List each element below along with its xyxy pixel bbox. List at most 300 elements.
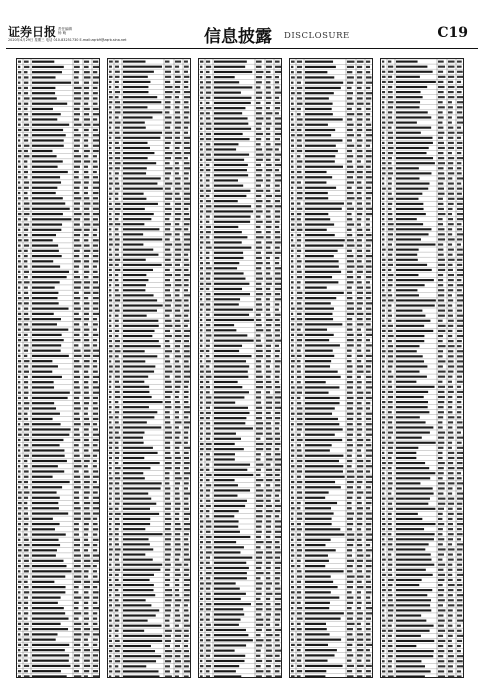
- cell-text: [396, 655, 433, 657]
- cell-text: [184, 264, 189, 266]
- cell-text: [382, 152, 385, 154]
- cell-text: [165, 274, 172, 276]
- cell-text: [18, 208, 21, 210]
- table-row: [381, 491, 464, 495]
- table-row: [381, 394, 464, 398]
- cell-text: [123, 162, 156, 164]
- cell-text: [275, 334, 280, 336]
- cell-text: [366, 334, 372, 336]
- table-row: [199, 421, 282, 425]
- cell-text: [256, 241, 261, 243]
- cell-text: [93, 444, 98, 446]
- cell-text: [109, 472, 111, 474]
- cell-text: [165, 345, 170, 347]
- cell-text: [396, 416, 420, 418]
- cell-text: [382, 523, 386, 525]
- table-row: [17, 401, 100, 405]
- cell-text: [123, 503, 156, 505]
- table-row: [108, 95, 191, 99]
- cell-text: [275, 231, 280, 233]
- cell-text: [214, 381, 238, 383]
- cell-text: [214, 510, 239, 512]
- cell-text: [297, 281, 301, 283]
- table-row: [290, 122, 373, 126]
- table-row: [381, 206, 464, 210]
- cell-text: [18, 528, 21, 530]
- cell-text: [93, 602, 97, 604]
- cell-text: [438, 543, 443, 545]
- cell-text: [175, 472, 180, 474]
- cell-text: [24, 381, 28, 383]
- cell-text: [200, 112, 204, 114]
- table-row: [17, 600, 100, 604]
- cell-text: [305, 260, 339, 262]
- table-row: [381, 613, 464, 617]
- cell-text: [184, 365, 189, 367]
- cell-text: [84, 533, 88, 535]
- cell-text: [291, 329, 294, 331]
- cell-text: [275, 634, 280, 636]
- cell-text: [256, 412, 262, 414]
- cell-text: [84, 455, 90, 457]
- cell-text: [123, 279, 148, 281]
- cell-text: [74, 276, 80, 278]
- cell-text: [24, 434, 29, 436]
- cell-text: [357, 418, 362, 420]
- cell-text: [115, 355, 119, 357]
- cell-text: [457, 523, 463, 525]
- cell-text: [382, 279, 385, 281]
- cell-text: [123, 477, 145, 479]
- table-row: [17, 332, 100, 336]
- cell-text: [357, 565, 362, 567]
- cell-text: [74, 428, 79, 430]
- cell-text: [291, 565, 294, 567]
- cell-text: [357, 92, 363, 94]
- cell-text: [74, 602, 79, 604]
- cell-text: [115, 472, 119, 474]
- cell-text: [175, 254, 181, 256]
- cell-text: [297, 528, 302, 530]
- cell-text: [84, 129, 89, 131]
- cell-text: [266, 474, 272, 476]
- cell-text: [256, 391, 261, 393]
- cell-text: [357, 633, 363, 635]
- cell-text: [93, 365, 97, 367]
- cell-text: [206, 195, 209, 197]
- cell-text: [165, 498, 170, 500]
- cell-text: [448, 589, 453, 591]
- cell-text: [184, 584, 190, 586]
- cell-text: [165, 675, 172, 677]
- cell-text: [438, 223, 443, 225]
- cell-text: [275, 660, 281, 662]
- table-row: [381, 425, 464, 429]
- cell-text: [24, 103, 28, 105]
- cell-text: [109, 381, 111, 383]
- cell-text: [175, 523, 180, 525]
- cell-text: [275, 386, 280, 388]
- cell-text: [123, 127, 146, 129]
- cell-text: [256, 81, 262, 83]
- cell-text: [275, 531, 281, 533]
- table-row: [108, 511, 191, 515]
- cell-text: [366, 308, 371, 310]
- cell-text: [109, 518, 112, 520]
- cell-text: [396, 96, 423, 98]
- cell-text: [448, 96, 454, 98]
- cell-text: [438, 335, 443, 337]
- cell-text: [74, 87, 82, 89]
- cell-text: [291, 486, 294, 488]
- cell-text: [266, 371, 271, 373]
- cell-text: [84, 660, 90, 662]
- cell-text: [448, 254, 453, 256]
- cell-text: [32, 344, 61, 346]
- cell-text: [366, 292, 371, 294]
- cell-text: [123, 111, 162, 113]
- table-row: [290, 521, 373, 525]
- cell-text: [165, 91, 173, 93]
- cell-text: [123, 437, 143, 439]
- cell-text: [165, 371, 172, 373]
- cell-text: [448, 660, 454, 662]
- cell-text: [256, 340, 261, 342]
- cell-text: [357, 118, 362, 120]
- cell-text: [256, 102, 260, 104]
- cell-text: [347, 271, 353, 273]
- cell-text: [388, 279, 393, 281]
- table-row: [290, 369, 373, 373]
- cell-text: [123, 203, 158, 205]
- cell-text: [32, 139, 64, 141]
- cell-text: [366, 244, 371, 246]
- cell-text: [18, 591, 20, 593]
- cell-text: [297, 581, 301, 583]
- cell-text: [115, 152, 120, 154]
- cell-text: [206, 422, 210, 424]
- cell-text: [32, 171, 68, 173]
- cell-text: [297, 292, 302, 294]
- cell-text: [438, 142, 444, 144]
- cell-text: [357, 124, 362, 126]
- cell-text: [206, 138, 211, 140]
- cell-text: [214, 665, 239, 667]
- cell-text: [175, 574, 181, 576]
- cell-text: [388, 574, 392, 576]
- cell-text: [200, 324, 203, 326]
- cell-text: [93, 639, 98, 641]
- cell-text: [184, 299, 189, 301]
- cell-text: [457, 116, 463, 118]
- cell-text: [84, 392, 89, 394]
- cell-text: [206, 216, 210, 218]
- cell-text: [109, 279, 112, 281]
- cell-text: [18, 129, 21, 131]
- cell-text: [18, 512, 21, 514]
- cell-text: [18, 618, 22, 620]
- cell-text: [206, 608, 211, 610]
- table-row: [381, 623, 464, 627]
- cell-text: [396, 91, 421, 93]
- cell-text: [115, 620, 119, 622]
- cell-text: [266, 148, 272, 150]
- cell-text: [165, 81, 170, 83]
- cell-text: [448, 569, 452, 571]
- cell-text: [175, 365, 181, 367]
- cell-text: [457, 198, 464, 200]
- cell-text: [347, 523, 353, 525]
- cell-text: [396, 574, 433, 576]
- cell-text: [357, 350, 361, 352]
- cell-text: [266, 608, 271, 610]
- cell-text: [93, 287, 100, 289]
- table-row: [381, 95, 464, 99]
- cell-text: [115, 584, 121, 586]
- cell-text: [184, 665, 189, 667]
- cell-text: [74, 623, 81, 625]
- cell-text: [305, 575, 331, 577]
- cell-text: [184, 86, 188, 88]
- cell-text: [165, 76, 171, 78]
- table-row: [108, 217, 191, 221]
- cell-text: [175, 213, 181, 215]
- cell-text: [305, 675, 325, 677]
- cell-text: [93, 612, 97, 614]
- cell-text: [93, 418, 98, 420]
- cell-text: [396, 391, 428, 393]
- cell-text: [388, 584, 392, 586]
- table-row: [199, 483, 282, 487]
- cell-text: [266, 453, 271, 455]
- cell-text: [297, 97, 302, 99]
- cell-text: [438, 233, 445, 235]
- cell-text: [123, 675, 159, 677]
- table-row: [17, 663, 100, 667]
- cell-text: [266, 598, 270, 600]
- table-row: [199, 214, 282, 218]
- cell-text: [388, 91, 393, 93]
- cell-text: [305, 265, 339, 267]
- cell-text: [438, 279, 443, 281]
- table-row: [17, 343, 100, 347]
- cell-text: [84, 575, 88, 577]
- cell-text: [382, 614, 385, 616]
- cell-text: [32, 481, 70, 483]
- cell-text: [84, 171, 88, 173]
- cell-text: [184, 188, 189, 190]
- cell-text: [32, 618, 69, 620]
- cell-text: [74, 402, 80, 404]
- cell-text: [266, 489, 272, 491]
- cell-text: [93, 202, 99, 204]
- cell-text: [184, 335, 190, 337]
- cell-text: [291, 171, 294, 173]
- cell-text: [165, 528, 171, 530]
- cell-text: [214, 520, 239, 522]
- cell-text: [366, 607, 372, 609]
- cell-text: [357, 644, 363, 646]
- cell-text: [109, 96, 113, 98]
- cell-text: [175, 487, 179, 489]
- cell-text: [297, 591, 301, 593]
- cell-text: [123, 61, 145, 63]
- table-row: [108, 420, 191, 424]
- cell-text: [438, 477, 443, 479]
- cell-text: [32, 318, 61, 320]
- cell-text: [291, 628, 295, 630]
- table-row: [108, 313, 191, 317]
- table-row: [381, 547, 464, 551]
- cell-text: [74, 124, 81, 126]
- table-row: [17, 211, 100, 215]
- cell-text: [366, 318, 371, 320]
- cell-text: [357, 597, 361, 599]
- cell-text: [214, 526, 238, 528]
- cell-text: [74, 444, 79, 446]
- table-row: [17, 290, 100, 294]
- cell-text: [291, 255, 293, 257]
- cell-text: [206, 371, 211, 373]
- cell-text: [24, 633, 29, 635]
- cell-text: [200, 272, 203, 274]
- cell-text: [175, 442, 181, 444]
- cell-text: [32, 292, 58, 294]
- cell-text: [382, 381, 384, 383]
- cell-text: [357, 187, 362, 189]
- cell-text: [84, 628, 90, 630]
- table-row: [199, 209, 282, 213]
- table-row: [108, 521, 191, 525]
- cell-text: [388, 218, 393, 220]
- cell-text: [165, 279, 170, 281]
- cell-text: [18, 218, 21, 220]
- cell-text: [32, 570, 72, 572]
- cell-text: [74, 197, 81, 199]
- cell-text: [448, 274, 454, 276]
- cell-text: [184, 620, 189, 622]
- table-row: [290, 217, 373, 221]
- cell-text: [347, 518, 353, 520]
- cell-text: [266, 319, 272, 321]
- cell-text: [165, 467, 172, 469]
- cell-text: [366, 528, 371, 530]
- cell-text: [32, 444, 60, 446]
- table-column-4: [289, 58, 373, 678]
- cell-text: [448, 238, 455, 240]
- cell-text: [24, 570, 29, 572]
- cell-text: [347, 539, 354, 541]
- table-row: [199, 540, 282, 544]
- cell-text: [115, 111, 120, 113]
- cell-text: [297, 639, 301, 641]
- cell-text: [448, 513, 454, 515]
- cell-text: [266, 355, 271, 357]
- cell-text: [214, 469, 247, 471]
- cell-text: [123, 264, 162, 266]
- cell-text: [165, 213, 171, 215]
- cell-text: [18, 633, 20, 635]
- cell-text: [93, 134, 100, 136]
- cell-text: [109, 498, 112, 500]
- cell-text: [74, 171, 79, 173]
- cell-text: [388, 406, 393, 408]
- cell-text: [297, 476, 301, 478]
- cell-text: [347, 586, 353, 588]
- cell-text: [382, 437, 385, 439]
- cell-text: [305, 82, 343, 84]
- cell-text: [123, 274, 146, 276]
- cell-text: [24, 371, 29, 373]
- cell-text: [291, 444, 293, 446]
- cell-text: [366, 407, 370, 409]
- cell-text: [388, 254, 392, 256]
- cell-text: [266, 675, 272, 677]
- cell-text: [266, 241, 272, 243]
- cell-text: [206, 396, 211, 398]
- cell-text: [84, 281, 90, 283]
- cell-text: [206, 598, 211, 600]
- cell-text: [256, 582, 263, 584]
- cell-text: [74, 560, 81, 562]
- cell-text: [382, 655, 384, 657]
- cell-text: [266, 572, 270, 574]
- cell-text: [109, 548, 113, 550]
- cell-text: [388, 233, 393, 235]
- cell-text: [32, 150, 52, 152]
- cell-text: [438, 340, 443, 342]
- cell-text: [206, 402, 211, 404]
- cell-text: [115, 167, 120, 169]
- cell-text: [123, 523, 150, 525]
- cell-text: [388, 249, 393, 251]
- cell-text: [291, 418, 294, 420]
- cell-text: [109, 81, 112, 83]
- cell-text: [438, 101, 443, 103]
- cell-text: [347, 124, 354, 126]
- table-row: [381, 186, 464, 190]
- cell-text: [115, 279, 118, 281]
- cell-text: [347, 197, 355, 199]
- cell-text: [93, 197, 98, 199]
- cell-text: [297, 465, 302, 467]
- cell-text: [165, 294, 171, 296]
- cell-text: [347, 276, 353, 278]
- cell-text: [305, 292, 344, 294]
- cell-text: [275, 582, 280, 584]
- cell-text: [123, 411, 157, 413]
- table-column-1: [16, 58, 100, 678]
- cell-text: [382, 625, 386, 627]
- cell-text: [123, 365, 155, 367]
- table-row: [199, 224, 282, 228]
- cell-text: [123, 396, 152, 398]
- cell-text: [305, 344, 340, 346]
- cell-text: [366, 61, 370, 63]
- cell-text: [275, 396, 281, 398]
- cell-text: [109, 182, 113, 184]
- cell-text: [266, 133, 270, 135]
- cell-text: [18, 402, 21, 404]
- cell-text: [32, 533, 66, 535]
- cell-text: [297, 76, 302, 78]
- cell-text: [291, 449, 294, 451]
- cell-text: [388, 492, 391, 494]
- table-row: [381, 349, 464, 353]
- table-row: [17, 584, 100, 588]
- cell-text: [93, 181, 99, 183]
- cell-text: [109, 442, 112, 444]
